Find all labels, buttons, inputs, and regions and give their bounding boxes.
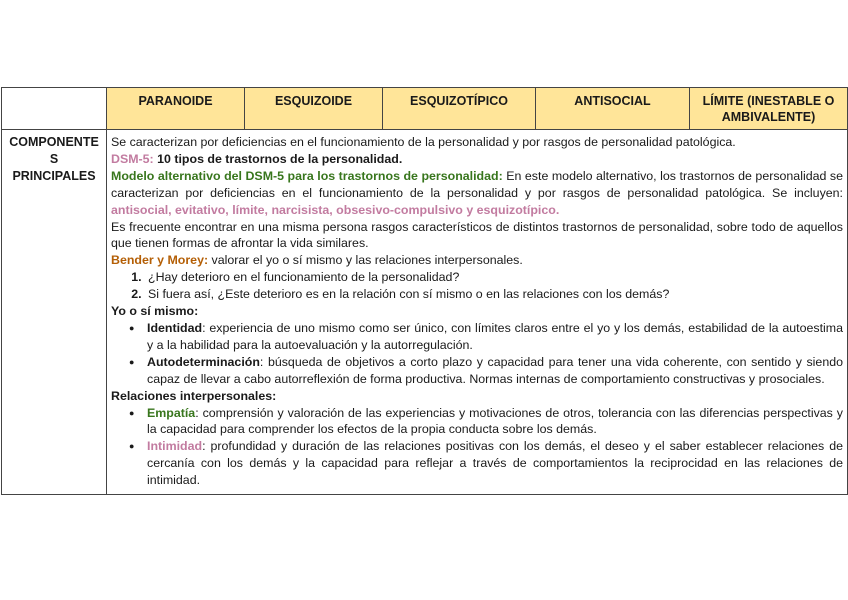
self-term: Autodeterminación [147, 354, 260, 369]
intro-paragraph: Se caracterizan por deficiencias en el funcionamiento de la personalidad y por rasgos de personalidad patológica. [111, 135, 736, 149]
frequent-paragraph: Es frecuente encontrar en una misma persona rasgos característicos de distintos trastornos de personalidad, sobre todo de aquellos que tienen formas de afrontar la vida similares. [111, 219, 843, 251]
self-item-identidad [147, 320, 843, 354]
header-antisocial: ANTISOCIAL [536, 88, 690, 130]
rel-term: Intimidad [147, 439, 203, 454]
rel-term: Empatía [147, 405, 196, 420]
row-label-componentes [2, 130, 107, 495]
self-desc: : búsqueda de objetivos a corto plazo y capacidad para tener una vida coherente, con sentido y siendo capaz de llevar a cabo autorreflexión de forma productiva. Normas internas de comportamiento constructivas y prosociales. [147, 354, 843, 386]
self-desc: : experiencia de uno mismo como ser único, con límites claros entre el yo y los demás, estabilidad de la autoestima y a la habilidad para la autoevaluación y la autorregulación. [147, 320, 843, 352]
self-title: Yo o sí mismo: [111, 304, 199, 319]
dsm5-label: DSM-5: [111, 151, 154, 166]
rel-desc: : comprensión y valoración de las experiencias y motivaciones de otros, tolerancia con las diferencias perspectivas y la capacidad para comprender los efectos de la propia conducta sobre los demás. [147, 405, 843, 437]
model-paragraph [111, 168, 843, 219]
question-item: 1. ¿Hay deterioro en el funcionamiento de la personalidad? [145, 269, 843, 286]
rel-item-empatia [147, 405, 843, 439]
dsm5-paragraph [111, 151, 843, 168]
row-label-line-3: PRINCIPALES [12, 169, 96, 183]
relations-list [111, 405, 843, 490]
questions-list [111, 269, 843, 303]
header-esquizoide: ESQUIZOIDE [245, 88, 383, 130]
bender-label: Bender y Morey: [111, 253, 209, 268]
self-item-autodeterminacion [147, 354, 843, 388]
corner-cell [2, 88, 107, 130]
row-label-line-2: S [49, 152, 59, 166]
components-row [2, 130, 848, 495]
rel-desc: : profundidad y duración de las relaciones positivas con los demás, el deseo y el saber establecer relaciones de cercanía con los demás y la capacidad para reflejar a través de comportamientos la reciprocidad en las relaciones de intimidad. [147, 439, 843, 488]
relations-title: Relaciones interpersonales: [111, 388, 277, 403]
bender-paragraph [111, 252, 843, 269]
personality-disorders-table [1, 87, 848, 495]
model-label: Modelo alternativo del DSM-5 para los trastornos de personalidad: [111, 168, 503, 183]
header-row [2, 88, 848, 130]
self-list [111, 320, 843, 388]
header-paranoide: PARANOIDE [107, 88, 245, 130]
rel-item-intimidad [147, 438, 843, 489]
model-text: En este modelo alternativo, los trastornos de personalidad se caracterizan por deficiencias en el funcionamiento de la personalidad y por rasgos de personalidad patológica. Se incluyen: [111, 168, 843, 200]
model-list: antisocial, evitativo, límite, narcisista, obsesivo-compulsivo y esquizotípico. [111, 202, 560, 217]
header-esquizotipico: ESQUIZOTÍPICO [383, 88, 536, 130]
row-label-line-1: COMPONENTE [9, 135, 99, 149]
dsm5-text: 10 tipos de trastornos de la personalidad. [157, 151, 403, 166]
header-limite: LÍMITE (INESTABLE O AMBIVALENTE) [690, 88, 848, 130]
question-item: 2. Si fuera así, ¿Este deterioro es en la relación con sí mismo o en las relaciones con los demás? [145, 286, 843, 303]
components-content [107, 130, 848, 495]
self-term: Identidad [147, 320, 203, 335]
bender-text: valorar el yo o sí mismo y las relaciones interpersonales. [211, 253, 523, 268]
